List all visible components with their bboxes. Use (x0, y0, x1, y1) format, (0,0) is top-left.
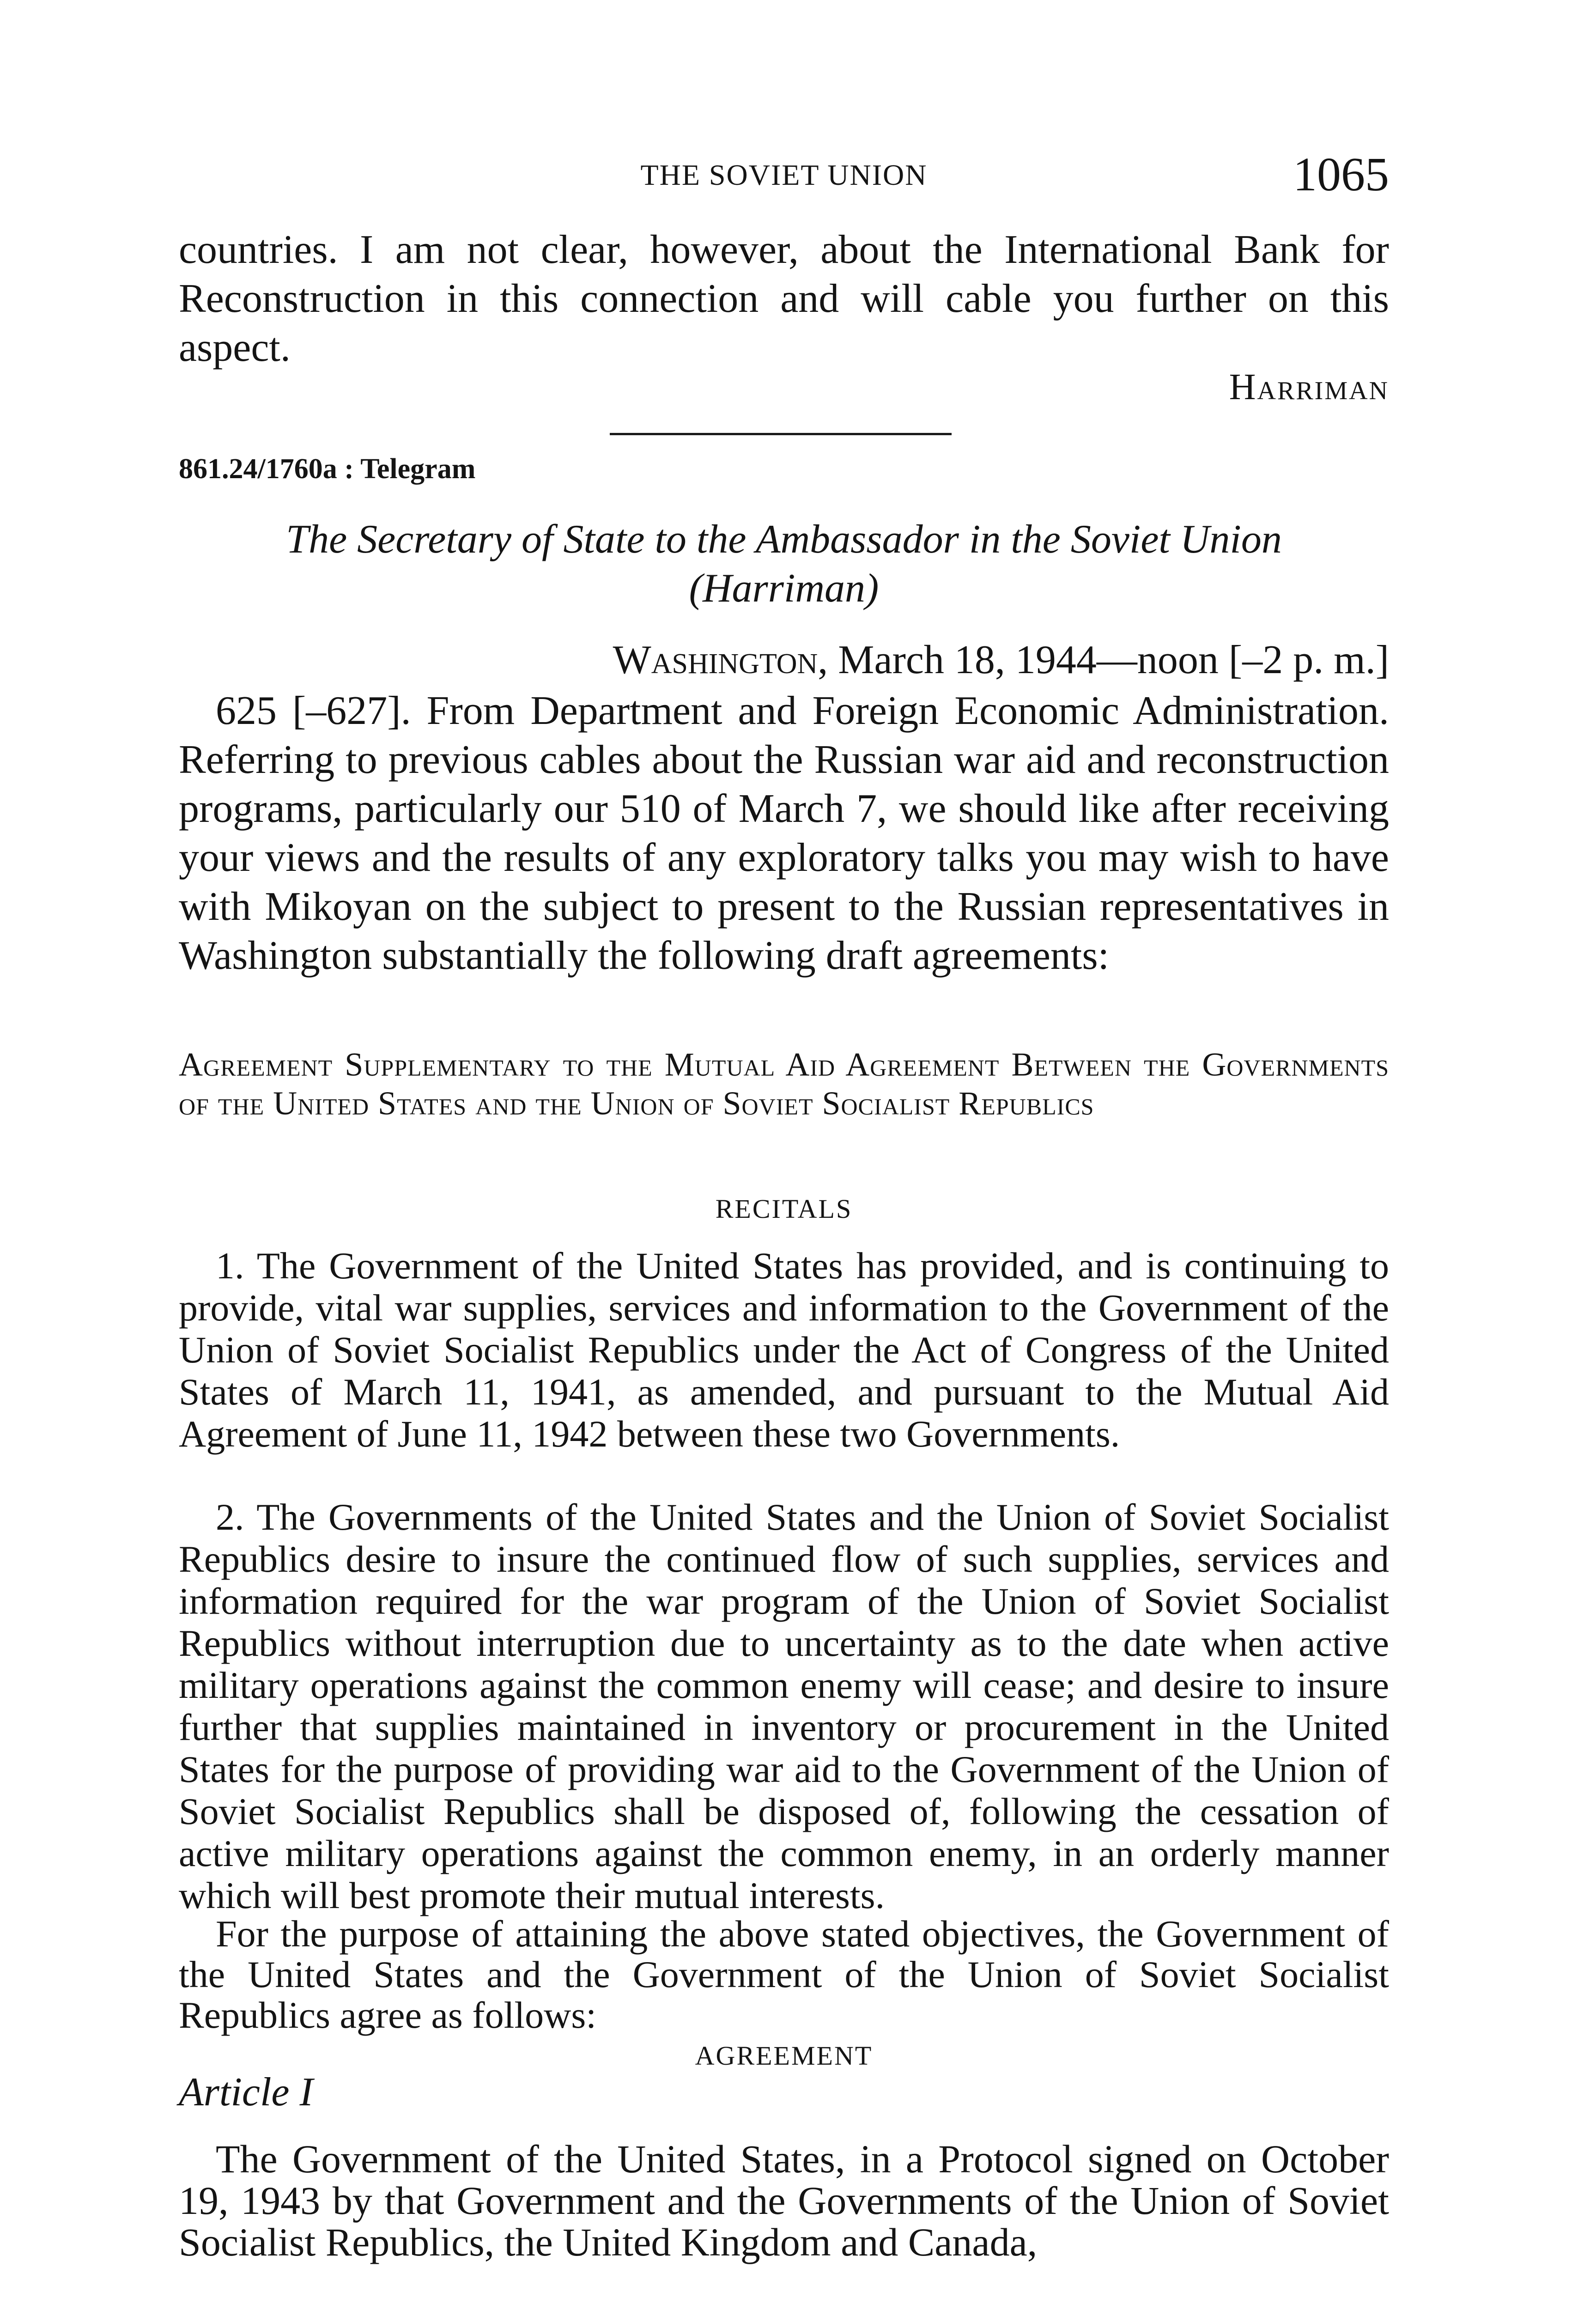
file-reference: 861.24/1760a : Telegram (179, 453, 476, 485)
document-title-line1: The Secretary of State to the Ambassador in the Soviet Union (286, 517, 1282, 562)
purpose-paragraph: For the purpose of attaining the above stated objectives, the Government of the United States and the Government of the Union of Soviet Socialist Republics agree as follows: (179, 1913, 1389, 2036)
document-title-line2: (Harriman) (689, 566, 879, 611)
document-title (179, 515, 1389, 613)
intro-paragraph: countries. I am not clear, however, about the International Bank for Reconstruction in this connection and will cable you further on this aspect. (179, 227, 1389, 370)
agreement-heading: Agreement Supplementary to the Mutual Aid Agreement Between the Governments of the United States and the Union of Soviet Socialist Republics (179, 1046, 1389, 1122)
dateline-place: Washington (613, 638, 818, 682)
article-1-label: Article I (179, 2070, 313, 2115)
dateline (613, 637, 1389, 683)
recital-2: 2. The Governments of the United States and the Union of Soviet Socialist Republics desire to insure the continued flow of such supplies, services and information required for the war program of the Union of Soviet Socialist Republics without interruption due to uncertainty as to the date when active military operations against the common enemy will cease; and desire to insure further that supplies maintained in inventory or procurement in the United States for the purpose of providing war aid to the Government of the Union of Soviet Socialist Republics shall be disposed of, following the cessation of active military operations against the common enemy, in an orderly manner which will best promote their mutual interests. (179, 1496, 1389, 1916)
agreement-label: AGREEMENT (695, 2041, 873, 2071)
recitals-label: RECITALS (715, 1194, 853, 1224)
signature-harriman: Harriman (1229, 367, 1389, 407)
running-head-title: THE SOVIET UNION (640, 158, 928, 191)
telegram-body: 625 [–627]. From Department and Foreign Economic Administration. Referring to previous cables about the Russian war aid and reconstruction programs, particularly our 510 of March 7, we should like after receiving your views and the results of any exploratory talks you may wish to have with Mikoyan on the subject to present to the Russian representatives in Washington substantially the following draft agreements: (179, 688, 1389, 978)
dateline-date: , March 18, 1944—noon [–2 p. m.] (818, 638, 1389, 682)
recital-1: 1. The Government of the United States has provided, and is continuing to provide, vital war supplies, services and information to the Government of the Union of Soviet Socialist Republics under the Act of Congress of the United States of March 11, 1941, as amended, and pursuant to the Mutual Aid Agreement of June 11, 1942 between these two Governments. (179, 1245, 1389, 1455)
running-head (179, 147, 1389, 202)
section-divider (610, 433, 952, 435)
article-1-text: The Government of the United States, in a Protocol signed on October 19, 1943 by that Government and the Governments of the Union of Soviet Socialist Republics, the United Kingdom and Canada, (179, 2137, 1389, 2264)
page-number: 1065 (1293, 148, 1389, 201)
